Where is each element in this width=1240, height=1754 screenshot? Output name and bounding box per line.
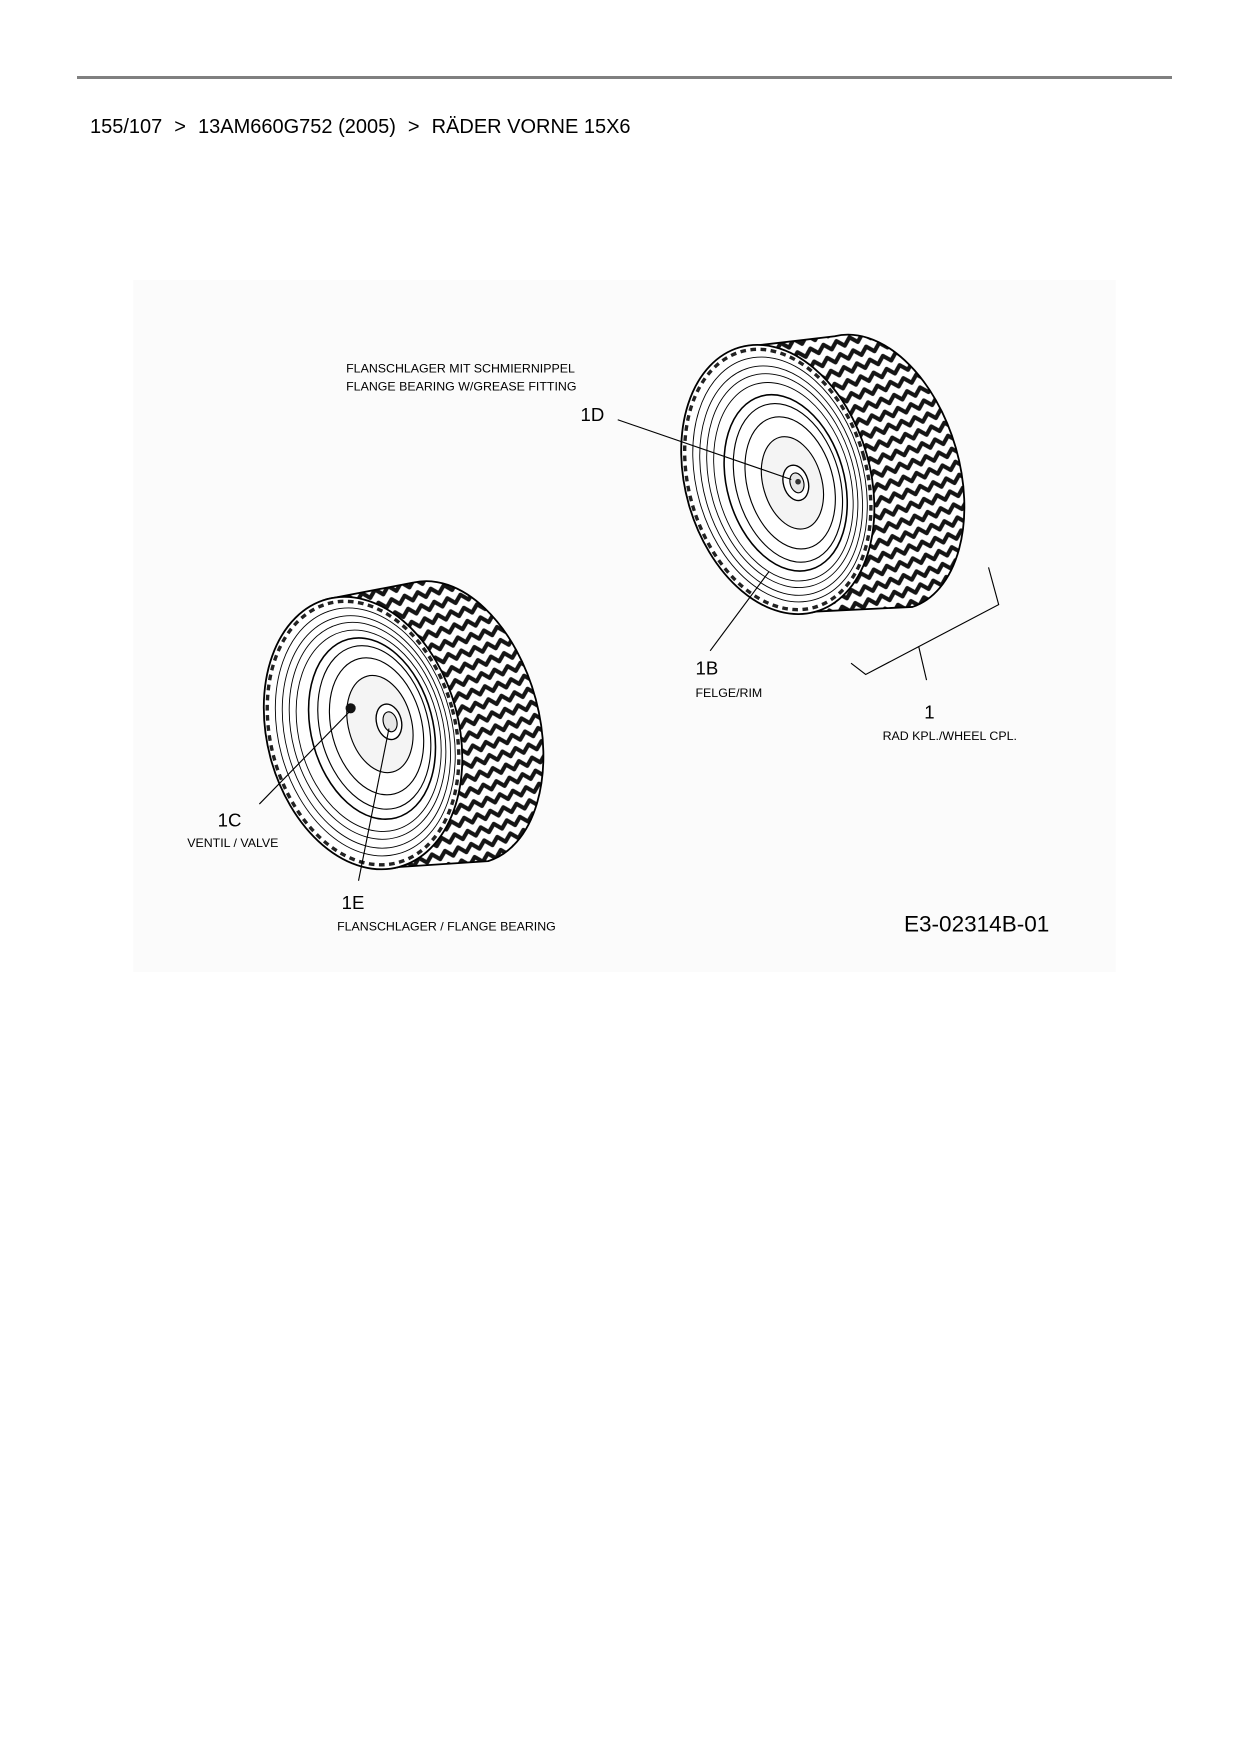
breadcrumb: [90, 115, 631, 139]
callout-1e: 1E: [341, 891, 365, 913]
breadcrumb-item-article: 13AM660G752 (2005): [197, 116, 396, 138]
parts-diagram: [133, 280, 1116, 972]
callout-1d: 1D: [580, 403, 605, 425]
label-wheel: RAD KPL./WHEEL CPL.: [882, 728, 1017, 743]
valve: [346, 703, 356, 713]
callout-1: 1: [924, 701, 935, 723]
label-grease-bearing-de: FLANSCHLAGER MIT SCHMIERNIPPEL: [346, 361, 575, 376]
label-valve: VENTIL / VALVE: [187, 835, 279, 850]
diagram-background: [133, 280, 1116, 972]
breadcrumb-item-model: 155/107: [90, 116, 163, 138]
breadcrumb-separator: >: [407, 116, 420, 138]
breadcrumb-item-section: RÄDER VORNE 15X6: [431, 116, 631, 138]
drawing-number: E3-02314B-01: [904, 911, 1050, 937]
label-flange-bearing: FLANSCHLAGER / FLANGE BEARING: [337, 919, 556, 934]
label-grease-bearing-en: FLANGE BEARING W/GREASE FITTING: [346, 379, 577, 394]
callout-1b: 1B: [695, 657, 719, 679]
label-rim: FELGE/RIM: [695, 686, 763, 701]
top-rule: [77, 76, 1172, 79]
breadcrumb-separator: >: [174, 116, 186, 138]
callout-1c: 1C: [217, 809, 242, 831]
